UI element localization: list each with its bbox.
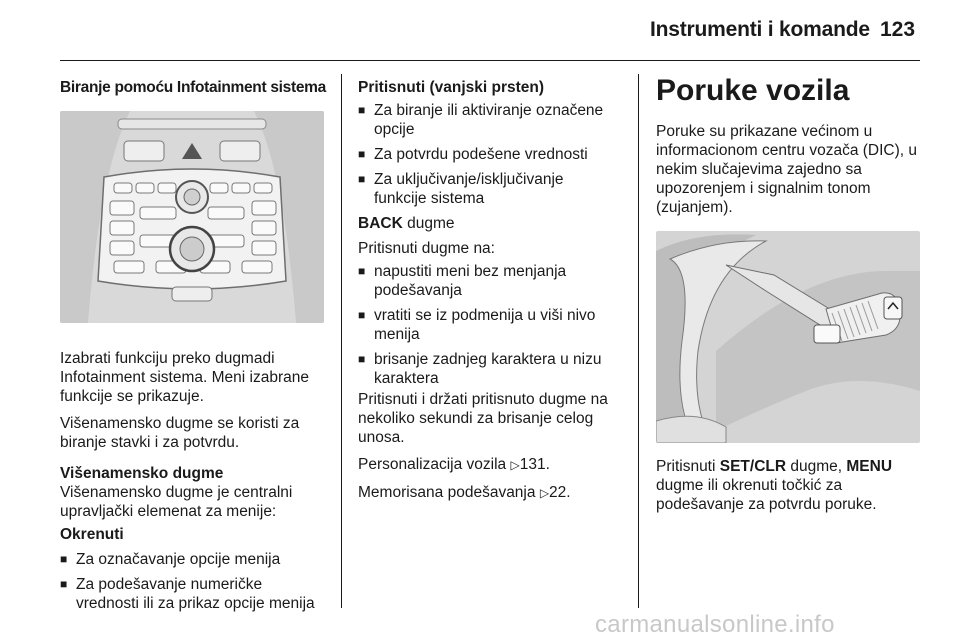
infotainment-panel-illustration (60, 111, 324, 323)
heading-turn: Okrenuti (60, 526, 124, 543)
steering-stalk-illustration (656, 231, 920, 443)
steering-stalk-drawing (656, 231, 920, 443)
heading-multifunction-knob: Višenamensko dugme (60, 465, 224, 482)
paragraph-select-function: Izabrati funkciju preko dugmadi Infotainment sistema. Meni izabrane funkcije se prikazuje. (60, 350, 309, 405)
column-1 (60, 78, 328, 619)
page-number: 123 (880, 18, 916, 41)
list-item: ■ Za potvrdu podešene vrednosti (358, 145, 620, 164)
menu-label: MENU (846, 458, 893, 475)
section-title: Poruke vozila (656, 74, 850, 107)
header-rule (60, 60, 920, 61)
list-item: ■ vratiti se iz podmenija u viši nivo menija (358, 306, 620, 344)
infotainment-panel-drawing (60, 111, 324, 323)
column-divider-left (341, 74, 342, 608)
paragraph-memorized-ref: Memorisana podešavanja ▷22. (358, 484, 571, 501)
page-ref-link[interactable]: 22. (549, 484, 571, 501)
list-item: ■ napustiti meni bez menjanja podešavanja (358, 262, 620, 300)
list-item: ■ Za označavanje opcije menija (60, 550, 328, 569)
paragraph-press-button: Pritisnuti dugme na: (358, 240, 495, 257)
paragraph-multifunction-use: Višenamensko dugme se koristi za biranje stavki i za potvrdu. (60, 415, 300, 451)
paragraph-multifunction-central: Višenamensko dugme je centralni upravljački elemenat za menije: (60, 484, 293, 520)
page-ref-link[interactable]: 131. (519, 456, 550, 473)
list-item: ■ Za uključivanje/isključivanje funkcije sistema (358, 170, 620, 208)
watermark: carmanualsonline.info (595, 611, 835, 638)
paragraph-personalization-ref: Personalizacija vozila ▷131. (358, 456, 550, 473)
column-3 (656, 74, 920, 522)
chapter-title: Instrumenti i komande (650, 18, 870, 41)
list-item: ■ brisanje zadnjeg karaktera u nizu karaktera (358, 350, 620, 388)
ref-arrow-icon: ▷ (510, 458, 520, 472)
set-clr-label: SET/CLR (719, 458, 787, 475)
caption-confirm-message: Pritisnuti SET/CLR dugme, MENU dugme ili okrenuti točkić za podešavanje za potvrdu poruke. (656, 458, 893, 513)
back-label: BACK (358, 215, 403, 232)
paragraph-back-button (358, 214, 620, 233)
column-2 (358, 78, 620, 511)
list-item: ■ Za podešavanje numeričke vrednosti ili za prikaz opcije menija (60, 575, 328, 613)
ref-arrow-icon: ▷ (539, 486, 550, 500)
column-divider-right (638, 74, 639, 608)
paragraph-press-hold: Pritisnuti i držati pritisnuto dugme na nekoliko sekundi za brisanje celog unosa. (358, 391, 608, 446)
list-item: ■ Za biranje ili aktiviranje označene opcije (358, 101, 620, 139)
paragraph-vehicle-messages: Poruke su prikazane većinom u informacionom centru vozača (DIC), u nekim slučajevima zajedno sa upozorenjem i signalnim tonom (zujanjem). (656, 123, 918, 216)
section-subtitle: Biranje pomoću Infotainment sistema (60, 79, 326, 96)
heading-press-outer-ring: Pritisnuti (vanjski prsten) (358, 79, 545, 96)
back-suffix: dugme (402, 215, 455, 232)
